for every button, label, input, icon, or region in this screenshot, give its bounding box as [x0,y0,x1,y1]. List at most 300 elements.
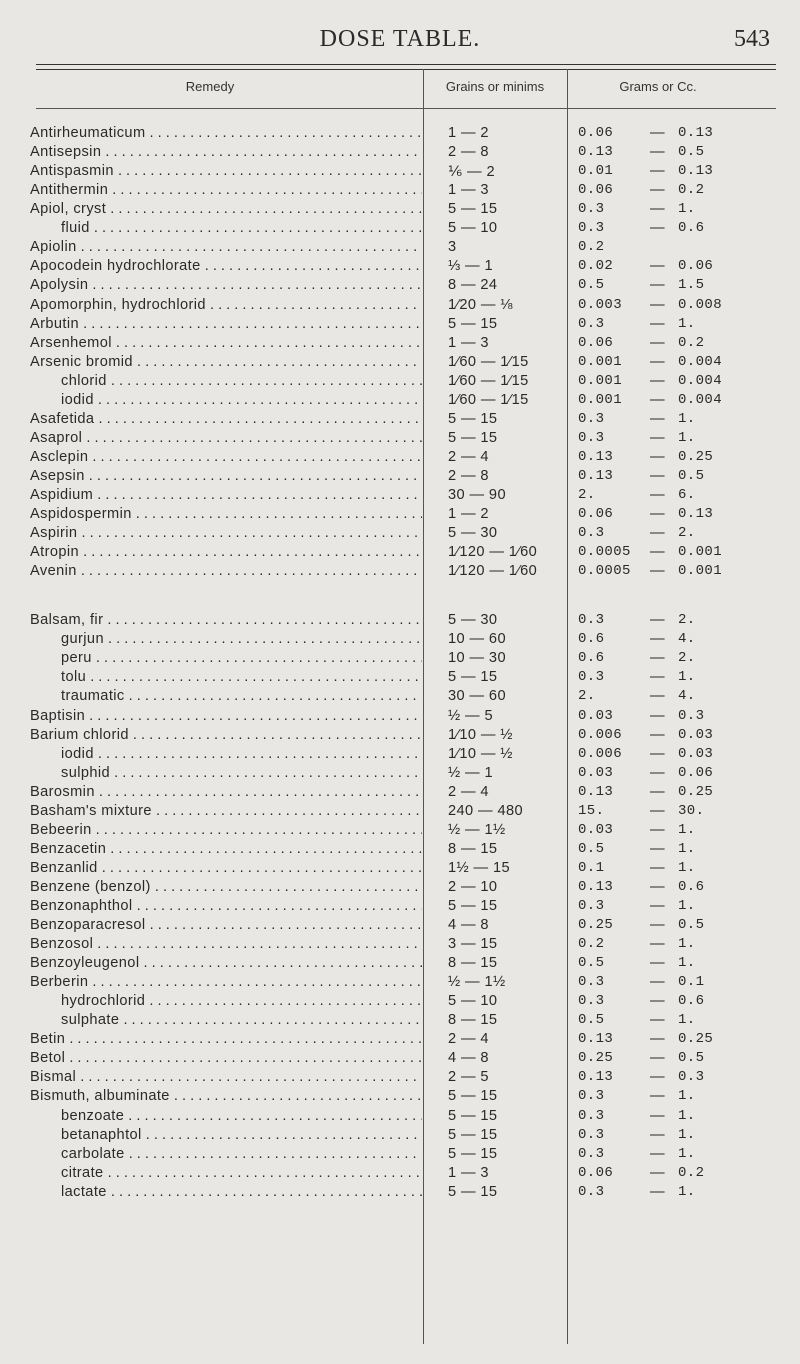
table-row [0,411,800,430]
table-row [0,879,800,898]
remedy-name: sulphate . . . [61,1012,422,1028]
grams-min: 0.2 [578,239,605,256]
range-dash: — [650,688,665,705]
grams-max: 0.2 [678,182,705,199]
grains-range: 1 — 3 [448,1164,489,1181]
remedy-name: gurjun . . . [61,631,422,647]
range-dash: — [650,1145,665,1162]
grains-range: 1 — 3 [448,182,489,199]
grains-range: ½ — 1 [448,764,493,781]
grams-max: 0.13 [678,163,714,180]
grams-min: 0.0005 [578,544,631,561]
grains-range: 1⁄60 — 1⁄15 [448,372,529,389]
range-dash: — [650,859,665,876]
range-dash: — [650,467,665,484]
remedy-name: Avenin . . . [30,563,422,579]
remedy-name: Apomorphin, hydrochlorid . . . [30,297,422,313]
grams-max: 1. [678,840,696,857]
remedy-name: iodid . . . [61,392,422,408]
range-dash: — [650,391,665,408]
table-row [0,727,800,746]
grains-range: ½ — 1½ [448,821,506,838]
remedy-name: hydrochlorid . . . [61,993,422,1009]
grams-max: 0.2 [678,334,705,351]
grams-min: 0.3 [578,1107,605,1124]
range-dash: — [650,315,665,332]
grams-max: 1. [678,410,696,427]
table-row [0,506,800,525]
remedy-name: Aspidospermin . . . [30,506,422,522]
grams-min: 0.13 [578,878,614,895]
range-dash: — [650,563,665,580]
grains-range: ⅙ — 2 [448,164,495,181]
remedy-name: Barosmin . . . [30,784,422,800]
grains-range: 2 — 8 [448,467,489,484]
grains-range: 2 — 5 [448,1069,489,1086]
range-dash: — [650,1050,665,1067]
grams-max: 1. [678,1012,696,1029]
grams-min: 0.5 [578,955,605,972]
remedy-name: lactate . . . [61,1184,422,1200]
grams-max: 0.6 [678,993,705,1010]
table-row [0,669,800,688]
grains-range: 4 — 8 [448,917,489,933]
remedy-name: Basham's mixture . . . [30,803,422,819]
grains-range: 1⁄120 — 1⁄60 [448,544,538,561]
range-dash: — [650,993,665,1010]
grams-max: 0.004 [678,353,723,370]
range-dash: — [650,125,665,141]
column-header-grains: Grains or minims [445,79,545,94]
table-row [0,955,800,974]
grams-min: 0.3 [578,897,605,914]
table-row [0,1127,800,1146]
grains-range: 5 — 15 [448,1126,498,1143]
grains-range: 5 — 15 [448,1107,498,1124]
grams-max: 1. [678,315,696,332]
grams-min: 0.3 [578,429,605,446]
grains-range: 1⁄10 — ½ [448,745,513,762]
remedy-name: Aspirin . . . [30,525,422,541]
remedy-name: Benzoyleugenol . . . [30,955,422,971]
grams-min: 0.01 [578,163,614,180]
grains-range: 4 — 8 [448,1050,489,1067]
grams-max: 1. [678,1145,696,1162]
table-row [0,1184,800,1203]
grams-min: 0.03 [578,707,614,724]
grams-min: 0.06 [578,1164,614,1181]
remedy-name: Betol . . . [30,1050,422,1066]
range-dash: — [650,410,665,427]
table-row [0,544,800,563]
remedy-name: tolu . . . [61,669,422,685]
table-row [0,650,800,669]
grams-min: 0.5 [578,840,605,857]
remedy-name: Asclepin . . . [30,449,422,465]
remedy-name: Betin . . . [30,1031,422,1047]
grains-range: 5 — 15 [448,429,498,446]
remedy-name: benzoate . . . [61,1108,422,1124]
remedy-name: Apolysin . . . [30,277,422,293]
table-row [0,144,800,163]
range-dash: — [650,631,665,648]
grams-max: 0.6 [678,220,705,237]
grains-range: 5 — 10 [448,220,498,237]
table-row [0,898,800,917]
table-row [0,1012,800,1031]
table-row [0,1165,800,1184]
grams-min: 0.3 [578,974,605,991]
table-row [0,1031,800,1050]
remedy-name: Benzosol . . . [30,936,422,952]
remedy-name: Bismuth, albuminate . . . [30,1088,422,1104]
grams-max: 0.03 [678,745,714,762]
grams-max: 2. [678,612,696,629]
table-row [0,392,800,411]
grams-min: 0.25 [578,1050,614,1067]
table-row [0,163,800,182]
range-dash: — [650,506,665,522]
grains-range: 2 — 8 [448,144,489,161]
remedy-name: Atropin . . . [30,544,422,560]
grams-min: 0.3 [578,669,605,686]
table-row [0,297,800,316]
grams-max: 0.001 [678,544,723,561]
grains-range: 1 — 2 [448,506,489,522]
page-title: DOSE TABLE. [319,26,481,52]
grains-range: 30 — 60 [448,688,506,705]
range-dash: — [650,1069,665,1086]
table-row [0,822,800,841]
grams-max: 1. [678,1183,696,1200]
grams-max: 2. [678,650,696,667]
range-dash: — [650,353,665,370]
grams-min: 0.001 [578,372,623,389]
range-dash: — [650,726,665,743]
remedy-name: Antispasmin . . . [30,163,422,179]
range-dash: — [650,1183,665,1200]
grams-min: 0.13 [578,1069,614,1086]
grams-min: 0.006 [578,745,623,762]
remedy-name: Benzacetin . . . [30,841,422,857]
range-dash: — [650,878,665,895]
grams-max: 1. [678,821,696,838]
grains-range: 1⁄120 — 1⁄60 [448,563,538,580]
range-dash: — [650,201,665,218]
range-dash: — [650,1164,665,1181]
grams-max: 1. [678,955,696,972]
grams-max: 0.5 [678,1050,705,1067]
grains-range: 8 — 15 [448,840,498,857]
grams-max: 0.1 [678,974,705,991]
grains-range: 5 — 15 [448,315,498,332]
grams-min: 0.3 [578,1145,605,1162]
grams-max: 1. [678,936,696,952]
table-row [0,974,800,993]
range-dash: — [650,1088,665,1105]
table-row [0,765,800,784]
remedy-name: Apiol, cryst . . . [30,201,422,217]
table-row [0,612,800,631]
table-row [0,239,800,258]
grams-max: 1. [678,1126,696,1143]
grams-min: 0.3 [578,410,605,427]
grams-min: 0.5 [578,1012,605,1029]
grains-range: 10 — 30 [448,650,506,667]
grains-range: 5 — 15 [448,1183,498,1200]
remedy-name: Bebeerin . . . [30,822,422,838]
grams-min: 0.13 [578,144,614,161]
table-row [0,631,800,650]
range-dash: — [650,1012,665,1029]
table-row [0,373,800,392]
remedy-name: Benzonaphthol . . . [30,898,422,914]
grams-max: 0.03 [678,726,714,743]
grains-range: 2 — 4 [448,448,489,465]
grams-min: 0.3 [578,1088,605,1105]
table-row [0,1069,800,1088]
grains-range: 1½ — 15 [448,859,511,876]
grams-min: 0.006 [578,726,623,743]
range-dash: — [650,1126,665,1143]
table-row [0,746,800,765]
grams-max: 2. [678,525,696,542]
remedy-name: peru . . . [61,650,422,666]
remedy-name: Benzene (benzol) . . . [30,879,422,895]
range-dash: — [650,936,665,952]
grams-max: 30. [678,802,705,819]
page-number: 543 [734,26,770,52]
remedy-name: Berberin . . . [30,974,422,990]
grams-min: 0.3 [578,1183,605,1200]
range-dash: — [650,783,665,800]
table-top-rule [36,69,776,70]
running-head [0,26,800,56]
range-dash: — [650,650,665,667]
grams-max: 0.3 [678,1069,705,1086]
range-dash: — [650,669,665,686]
remedy-name: Aspidium . . . [30,487,422,503]
grams-max: 0.004 [678,372,723,389]
grams-min: 0.03 [578,821,614,838]
range-dash: — [650,277,665,294]
grains-range: 240 — 480 [448,802,524,819]
table-row [0,125,800,144]
grams-max: 0.5 [678,917,705,933]
grams-min: 0.5 [578,277,605,294]
range-dash: — [650,707,665,724]
grams-min: 0.3 [578,201,605,218]
range-dash: — [650,544,665,561]
grams-max: 0.25 [678,1031,714,1048]
column-header-grams: Grams or Cc. [619,79,697,94]
range-dash: — [650,429,665,446]
grams-min: 0.03 [578,764,614,781]
remedy-name: iodid . . . [61,746,422,762]
range-dash: — [650,163,665,180]
range-dash: — [650,296,665,313]
remedy-name: betanaphtol . . . [61,1127,422,1143]
range-dash: — [650,182,665,199]
remedy-name: fluid . . . [61,220,422,236]
table-row [0,1050,800,1069]
grains-range: 10 — 60 [448,631,506,648]
range-dash: — [650,525,665,542]
table-row [0,688,800,707]
grams-max: 1.5 [678,277,705,294]
grams-max: 1. [678,897,696,914]
grains-range: 5 — 15 [448,410,498,427]
table-row [0,258,800,277]
table-row [0,1088,800,1107]
remedy-name: Asepsin . . . [30,468,422,484]
range-dash: — [650,840,665,857]
range-dash: — [650,487,665,503]
grams-min: 0.06 [578,125,614,141]
remedy-name: Bismal . . . [30,1069,422,1085]
grains-range: 5 — 15 [448,201,498,218]
grams-min: 0.25 [578,917,614,933]
range-dash: — [650,917,665,933]
top-rule [36,64,776,65]
grams-max: 1. [678,201,696,218]
grains-range: ⅓ — 1 [448,258,493,275]
grams-min: 0.6 [578,631,605,648]
remedy-name: Balsam, fir . . . [30,612,422,628]
grams-max: 4. [678,631,696,648]
grams-max: 0.001 [678,563,723,580]
grams-max: 1. [678,429,696,446]
grams-min: 0.06 [578,182,614,199]
grams-max: 0.13 [678,125,714,141]
grams-max: 4. [678,688,696,705]
grams-min: 0.3 [578,525,605,542]
table-row [0,487,800,506]
grams-min: 0.6 [578,650,605,667]
grains-range: 3 [448,239,457,256]
range-dash: — [650,974,665,991]
range-dash: — [650,897,665,914]
table-row [0,784,800,803]
grams-min: 0.1 [578,859,605,876]
grams-min: 2. [578,487,596,503]
remedy-name: chlorid . . . [61,373,422,389]
range-dash: — [650,220,665,237]
table-row [0,201,800,220]
grams-min: 0.3 [578,612,605,629]
table-row [0,430,800,449]
range-dash: — [650,448,665,465]
table-row [0,1146,800,1165]
range-dash: — [650,612,665,629]
grams-max: 1. [678,1088,696,1105]
grams-max: 1. [678,1107,696,1124]
grams-min: 0.001 [578,391,623,408]
grams-min: 0.13 [578,1031,614,1048]
table-row [0,917,800,936]
remedy-name: Antithermin . . . [30,182,422,198]
grams-max: 1. [678,859,696,876]
grains-range: 5 — 15 [448,1088,498,1105]
grains-range: 30 — 90 [448,487,506,503]
grams-max: 0.008 [678,296,723,313]
table-row [0,708,800,727]
grams-min: 15. [578,802,605,819]
table-row [0,803,800,822]
grams-min: 0.06 [578,506,614,522]
remedy-name: Benzanlid . . . [30,860,422,876]
grams-max: 0.5 [678,467,705,484]
remedy-name: Asafetida . . . [30,411,422,427]
remedy-name: carbolate . . . [61,1146,422,1162]
grains-range: 5 — 30 [448,612,498,629]
grams-max: 0.5 [678,144,705,161]
grams-max: 0.2 [678,1164,705,1181]
grams-min: 0.001 [578,353,623,370]
grains-range: 1⁄60 — 1⁄15 [448,391,529,408]
remedy-name: Arsenhemol . . . [30,335,422,351]
table-row [0,841,800,860]
grains-range: ½ — 5 [448,707,493,724]
grams-min: 0.02 [578,258,614,275]
grams-max: 6. [678,487,696,503]
grams-min: 0.3 [578,993,605,1010]
remedy-name: Apocodein hydrochlorate . . . [30,258,422,274]
remedy-name: Asaprol . . . [30,430,422,446]
grains-range: 5 — 30 [448,525,498,542]
range-dash: — [650,1107,665,1124]
grains-range: 1 — 3 [448,334,489,351]
range-dash: — [650,745,665,762]
table-row [0,525,800,544]
grains-range: 1⁄10 — ½ [448,726,513,743]
grams-max: 0.004 [678,391,723,408]
grams-min: 0.13 [578,467,614,484]
table-row [0,993,800,1012]
remedy-name: Barium chlorid . . . [30,727,422,743]
table-row [0,563,800,582]
remedy-name: Baptisin . . . [30,708,422,724]
table-row [0,335,800,354]
range-dash: — [650,802,665,819]
range-dash: — [650,821,665,838]
range-dash: — [650,334,665,351]
table-row [0,354,800,373]
table-row [0,860,800,879]
grains-range: ½ — 1½ [448,974,506,991]
remedy-name: sulphid . . . [61,765,422,781]
table-row [0,220,800,239]
remedy-name: Arbutin . . . [30,316,422,332]
grams-min: 0.06 [578,334,614,351]
column-header-remedy: Remedy [185,79,235,94]
grams-max: 0.6 [678,878,705,895]
grains-range: 1⁄60 — 1⁄15 [448,353,529,370]
grams-min: 0.3 [578,315,605,332]
grams-min: 0.3 [578,220,605,237]
remedy-name: citrate . . . [61,1165,422,1181]
header-bottom-rule [36,108,776,109]
range-dash: — [650,1031,665,1048]
grains-range: 1⁄20 — ⅛ [448,296,513,313]
table-row [0,316,800,335]
remedy-name: Antisepsin . . . [30,144,422,160]
grains-range: 5 — 15 [448,669,498,686]
grams-min: 2. [578,688,596,705]
grams-max: 0.06 [678,764,714,781]
grams-max: 0.06 [678,258,714,275]
table-row [0,277,800,296]
